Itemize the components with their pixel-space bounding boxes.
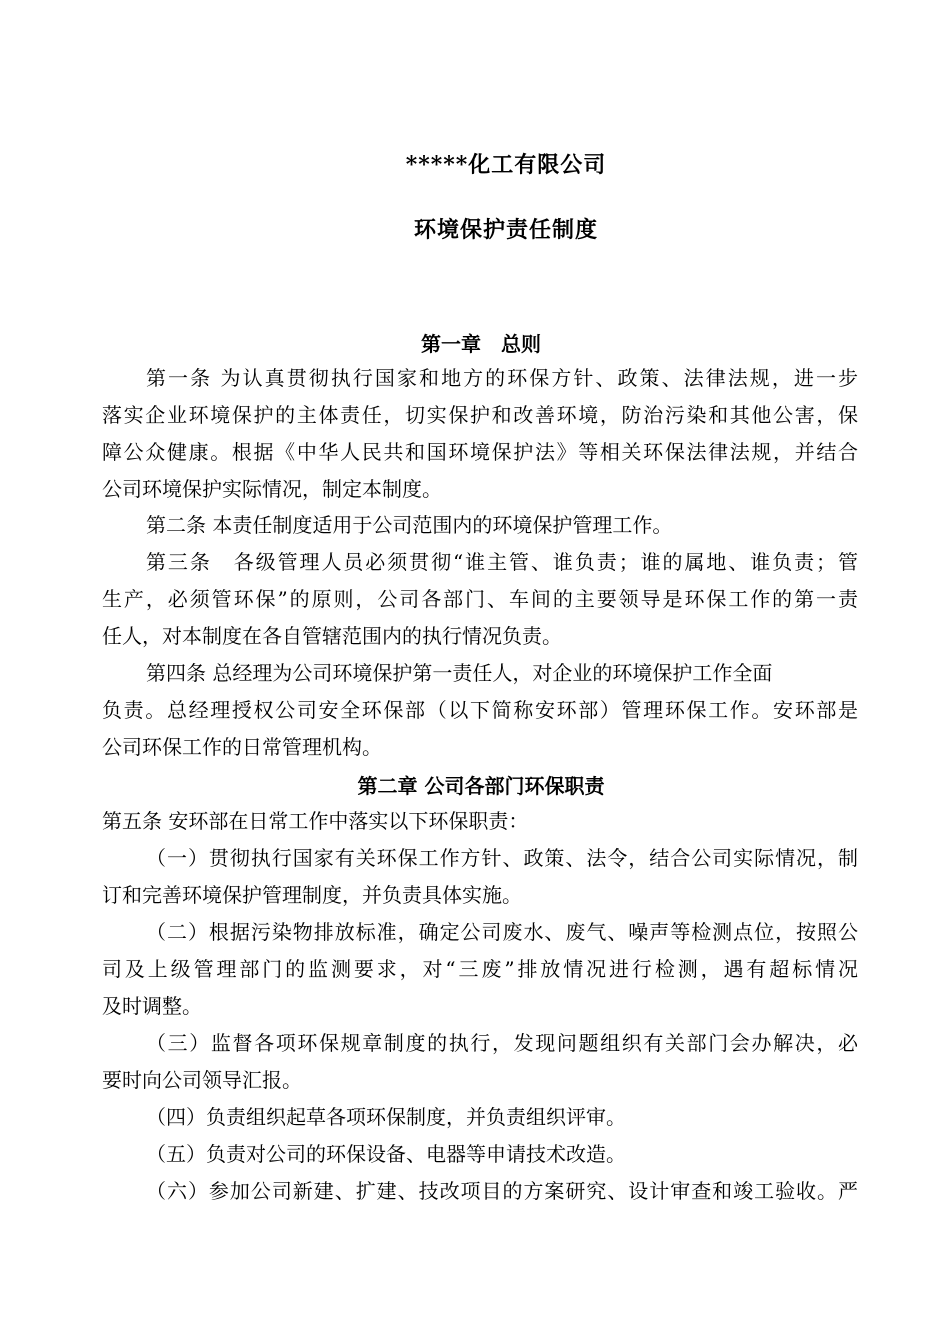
article-1-line-1: 第一条 为认真贯彻执行国家和地方的环保方针、政策、法律法规，进一步 bbox=[146, 366, 858, 390]
article-5-line-1: 第五条 安环部在日常工作中落实以下环保职责： bbox=[102, 809, 529, 833]
item-2-line-1: （二）根据污染物排放标准，确定公司废水、废气、噪声等检测点位，按照公 bbox=[146, 920, 858, 944]
item-5-line-1: （五）负责对公司的环保设备、电器等申请技术改造。 bbox=[146, 1142, 626, 1166]
item-3-line-2: 要时向公司领导汇报。 bbox=[102, 1068, 302, 1092]
article-3-line-2: 生产，必须管环保”的原则，公司各部门、车间的主要领导是环保工作的第一责 bbox=[102, 587, 858, 611]
article-4-line-1: 第四条 总经理为公司环境保护第一责任人，对企业的环境保护工作全面 bbox=[146, 661, 773, 685]
item-6-line-1: （六）参加公司新建、扩建、技改项目的方案研究、设计审查和竣工验收。严 bbox=[146, 1179, 858, 1203]
article-3-line-3: 任人，对本制度在各自管辖范围内的执行情况负责。 bbox=[102, 624, 562, 648]
company-title: *****化工有限公司 bbox=[405, 152, 607, 178]
item-4-line-1: （四）负责组织起草各项环保制度，并负责组织评审。 bbox=[146, 1105, 626, 1129]
article-2-line-1: 第二条 本责任制度适用于公司范围内的环境保护管理工作。 bbox=[146, 513, 673, 537]
article-1-line-4: 公司环境保护实际情况，制定本制度。 bbox=[102, 477, 442, 501]
item-3-line-1: （三）监督各项环保规章制度的执行，发现问题组织有关部门会办解决，必 bbox=[146, 1031, 858, 1055]
item-1-line-2: 订和完善环境保护管理制度，并负责具体实施。 bbox=[102, 883, 522, 907]
article-1-line-3: 障公众健康。根据《中华人民共和国环境保护法》等相关环保法律法规，并结合 bbox=[102, 440, 858, 464]
item-1-line-1: （一）贯彻执行国家有关环保工作方针、政策、法令，结合公司实际情况，制 bbox=[146, 846, 858, 870]
chapter-1-heading: 第一章 总则 bbox=[421, 332, 541, 356]
article-4-line-2: 负责。总经理授权公司安全环保部（以下简称安环部）管理环保工作。安环部是 bbox=[102, 698, 858, 722]
item-2-line-2: 司及上级管理部门的监测要求，对“三废”排放情况进行检测，遇有超标情况 bbox=[102, 957, 858, 981]
article-4-line-3: 公司环保工作的日常管理机构。 bbox=[102, 735, 382, 759]
article-1-line-2: 落实企业环境保护的主体责任，切实保护和改善环境，防治污染和其他公害，保 bbox=[102, 403, 858, 427]
document-title: 环境保护责任制度 bbox=[413, 217, 598, 243]
article-3-line-1: 第三条 各级管理人员必须贯彻“谁主管、谁负责；谁的属地、谁负责；管 bbox=[146, 550, 858, 574]
item-2-line-3: 及时调整。 bbox=[102, 994, 202, 1018]
chapter-2-heading: 第二章 公司各部门环保职责 bbox=[357, 774, 605, 798]
